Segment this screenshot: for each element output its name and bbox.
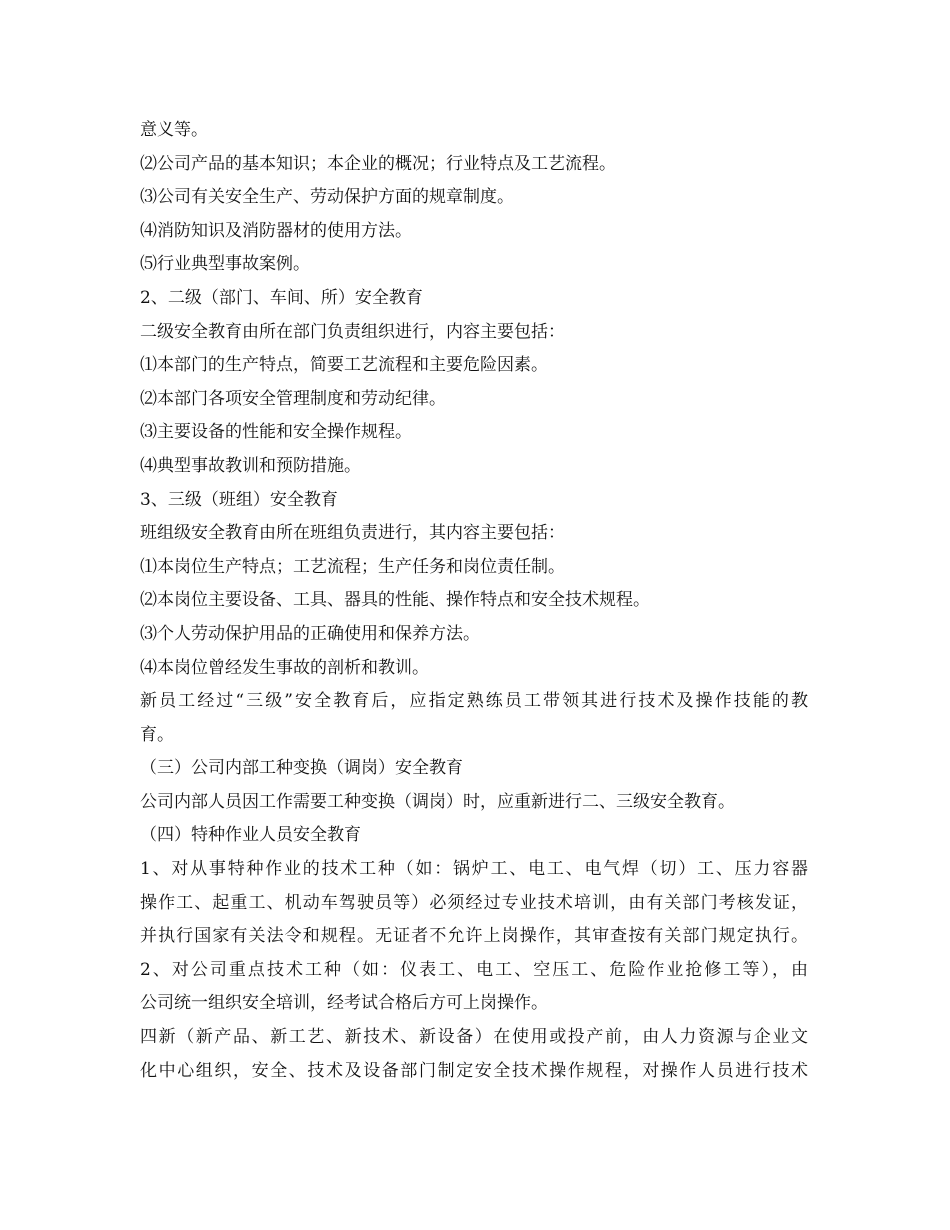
text-line: 并执行国家有关法令和规程。无证者不允许上岗操作，其审查按有关部门规定执行。 xyxy=(140,926,808,947)
list-item: ⑶个人劳动保护用品的正确使用和保养方法。 xyxy=(140,623,480,644)
text-line: 班组级安全教育由所在班组负责进行，其内容主要包括： xyxy=(140,523,565,544)
list-item: ⑷消防知识及消防器材的使用方法。 xyxy=(140,220,412,241)
text-line: 四新（新产品、新工艺、新技术、新设备）在使用或投产前，由人力资源与企业文 xyxy=(140,1027,808,1048)
section-heading: （三）公司内部工种变换（调岗）安全教育 xyxy=(140,758,463,779)
list-item: ⑵本岗位主要设备、工具、器具的性能、操作特点和安全技术规程。 xyxy=(140,590,650,611)
text-line: 意义等。 xyxy=(140,120,208,140)
list-item: ⑸行业典型事故案例。 xyxy=(140,254,310,275)
list-item: ⑷典型事故教训和预防措施。 xyxy=(140,455,361,476)
list-item: ⑴本部门的生产特点，简要工艺流程和主要危险因素。 xyxy=(140,355,548,376)
list-item: ⑵公司产品的基本知识；本企业的概况；行业特点及工艺流程。 xyxy=(140,153,616,174)
text-line: 化中心组织，安全、技术及设备部门制定安全技术操作规程，对操作人员进行技术 xyxy=(140,1060,808,1081)
text-line: 公司统一组织安全培训，经考试合格后方可上岗操作。 xyxy=(140,993,548,1014)
text-line: 新员工经过“三级”安全教育后，应指定熟练员工带领其进行技术及操作技能的教 xyxy=(140,691,808,712)
list-item: ⑵本部门各项安全管理制度和劳动纪律。 xyxy=(140,388,446,409)
section-heading: （四）特种作业人员安全教育 xyxy=(140,825,361,846)
text-line: 2、对公司重点技术工种（如：仪表工、电工、空压工、危险作业抢修工等），由 xyxy=(140,959,808,980)
text-line: 二级安全教育由所在部门负责组织进行，内容主要包括： xyxy=(140,321,565,342)
text-line: 育。 xyxy=(140,724,174,745)
document-body xyxy=(140,114,808,1088)
section-heading: 3、三级（班组）安全教育 xyxy=(140,489,338,510)
text-line: 操作工、起重工、机动车驾驶员等）必须经过专业技术培训，由有关部门考核发证， xyxy=(140,892,808,913)
list-item: ⑶主要设备的性能和安全操作规程。 xyxy=(140,422,412,443)
section-heading: 2、二级（部门、车间、所）安全教育 xyxy=(140,287,423,308)
text-line: 公司内部人员因工作需要工种变换（调岗）时，应重新进行二、三级安全教育。 xyxy=(140,791,735,812)
list-item: ⑴本岗位生产特点；工艺流程；生产任务和岗位责任制。 xyxy=(140,556,565,577)
list-item: ⑷本岗位曾经发生事故的剖析和教训。 xyxy=(140,657,429,678)
text-line: 1、对从事特种作业的技术工种（如：锅炉工、电工、电气焊（切）工、压力容器 xyxy=(140,859,808,880)
list-item: ⑶公司有关安全生产、劳动保护方面的规章制度。 xyxy=(140,187,514,208)
